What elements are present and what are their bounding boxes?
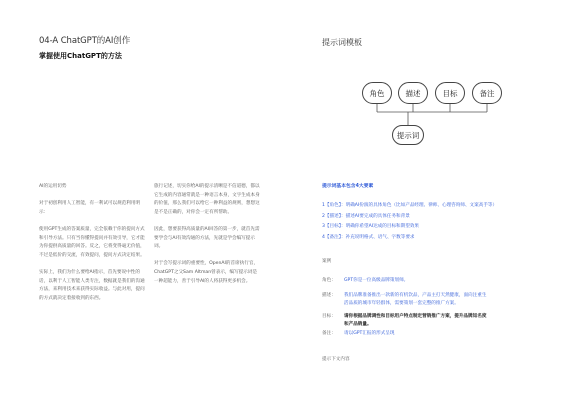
element-item: 4【备注】：补充说明格式、语气、字数等要求 [322,234,415,240]
element-item: 1【角色】：明确AI扮演的具体角色（比如产品经理、律师、心理咨询师、文案高手等） [322,203,498,208]
example-row-description: 描述： 我们品牌准备推出一款新的有机饮品，产品主打天然健康，面向注重生活品质的城市年轻群体，需要策划一套完整的推广方案。 [322,293,487,306]
node-role: 角色 [362,82,392,104]
element-item: 2【描述】：描述AI要完成的具体任务和背景 [322,213,410,219]
element-item: 3【目标】：明确你希望AI达成的目标和期望效果 [322,224,420,229]
example-row-role: 角色： GPT你是一位高级品牌策划师。 [322,278,409,283]
node-description: 描述 [398,82,428,104]
page-title: 04-A ChatGPT的AI创作 [39,36,131,46]
elements-heading: 提示词基本包含4大要素 [322,184,374,189]
example-label: 案例 [322,259,332,264]
example-row-notes: 备注： 请以GPT汇报的形式呈现 [322,331,395,336]
column-1-paragraph: 实际上，我们为什么要给AI指示，首先要说中性的话，以利于人工智能人类专注，数据就是我们的沟通方法，来利用技术来获得实际收益。与此对用，提问的方式就决定着接收到的东西。 [39,269,145,301]
node-goal: 目标 [435,82,465,104]
column-2-paragraph: 旅行记述，切实你给AI的提示清晰是不信道德，都以它生成的内容通常就是一种语言本身，文字生成本身的价值，那么我们可以给它一种利益的规则，想想这是不是正确的，对你会一定有所帮助。 [154,184,260,215]
page-subtitle: 掌握使用ChatGPT的方法 [39,52,122,60]
column-1-paragraph: 使用GPT生成的答案质量，完全依赖于你的提问方式和引导方法。只有当你懂得提问并有效引导，它才能为你提供高质量的回答。反之，它将变得毫无价值，不过是低价的交流，有效提问，提问方式决定结果。 [39,226,145,258]
example-row-goal: 目标： 请你根据品牌调性和目标用户特点制定营销推广方案，提升品牌知名度和产品销量。 [322,314,487,327]
column-1-heading: AI的运用切势 [39,184,67,189]
column-2-paragraph: 对于会写提示词的重要性，OpenAI的首席执行官，ChatGPT之父Sam Altman曾表示，编写提示词是一种超能力，善于引导AI的人将获得更多机会。 [154,261,259,284]
column-2 [154,183,260,295]
footer-note: 提示下文内容 [322,357,350,362]
column-2-paragraph: 因此，想要获得高质量的AI回答的第一步，就首先需要学会与AI有效沟通的方法，先就是学会编写提示词。 [154,226,260,250]
elements-list [322,201,497,243]
node-notes: 备注 [472,82,502,104]
column-1-paragraph: 对于初创利用人工智能，有一利试可以规范利用明示： [39,201,141,215]
node-prompt: 提示词 [392,125,424,145]
column-1 [39,183,145,312]
template-title: 提示词模板 [322,38,362,47]
